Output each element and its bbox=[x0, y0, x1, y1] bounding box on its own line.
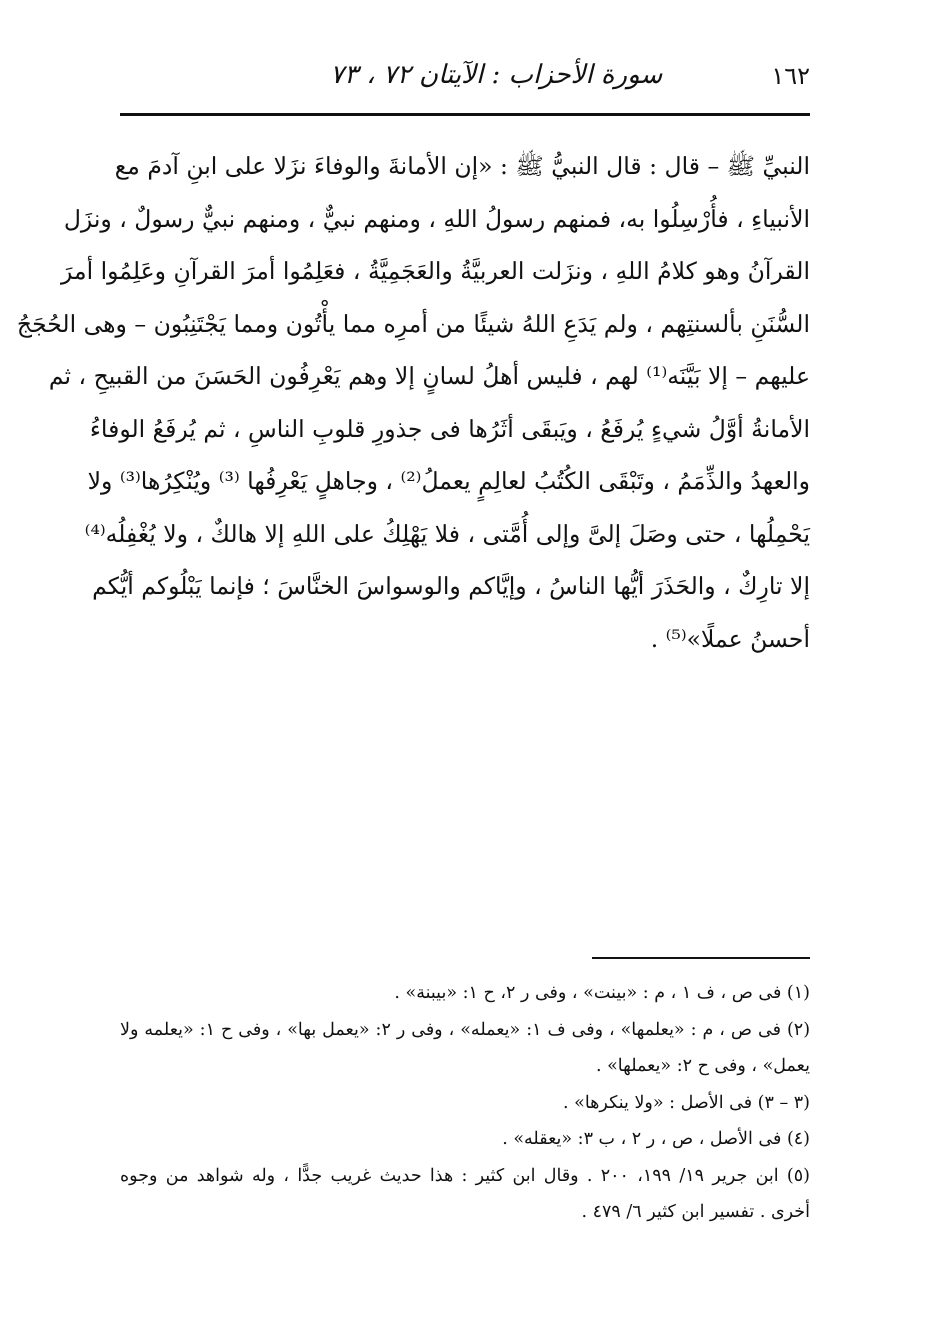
text-line: والعهدُ والذِّمَمُ ، وتَبْقَى الكُتُبُ لعالِمٍ يعملُ⁽²⁾ ، وجاهلٍ يَعْرِفُها ⁽³⁾ ويُنْكِرُها⁽³⁾ ولا bbox=[87, 467, 810, 495]
footnote-2: (٢) فى ص ، م : «يعلمها» ، وفى ف ١: «يعمله» ، وفى ر ٢: «يعمل بها» ، وفى ح ١: «يعلمه ولا bbox=[120, 1019, 811, 1040]
footnote-4: (٤) فى الأصل ، ص ، ر ٢ ، ب ٣: «يعقله» . bbox=[502, 1129, 810, 1149]
text-line: السُّنَنِ بألسنتِهم ، ولم يَدَعِ اللهُ شيئًا من أمرِه مما يأْتُون ومما يَجْتَنِبُون – وهى الحُجَجُ bbox=[16, 309, 810, 338]
footnote-2-continued: يعمل» ، وفى ح ٢: «يعملها» . bbox=[595, 1056, 810, 1076]
footnote-1: (١) فى ص ، ف ١ ، م : «بينت» ، وفى ر ٢، ح ١: «بيبنة» . bbox=[394, 983, 810, 1003]
main-text bbox=[16, 140, 810, 665]
text-line: النبيِّ ﷺ – قال : قال النبيُّ ﷺ : «إن الأمانةَ والوفاءَ نزَلا على ابنِ آدمَ مع bbox=[114, 152, 810, 180]
footnote-5-continued: أخرى . تفسير ابن كثير ٦/ ٤٧٩ . bbox=[581, 1202, 810, 1222]
text-line: الأمانةُ أوَّلُ شيءٍ يُرفَعُ ، ويَبقَى أثَرُها فى جذورِ قلوبِ الناسِ ، ثم يُرفَعُ الوفاءُ bbox=[89, 414, 810, 443]
text-line: إلا تارِكٌ ، والحَذَرَ أيُّها الناسُ ، وإيَّاكم والوسواسَ الخنَّاسَ ؛ فإنما يَبْلُوكم أيُّكم bbox=[92, 572, 810, 600]
page-header bbox=[120, 58, 810, 98]
text-line: عليهم – إلا بَيَّنَه⁽¹⁾ لهم ، فليس أهلُ لسانٍ إلا وهم يَعْرِفُون الحَسَنَ من القبيحِ ، ثم bbox=[48, 362, 810, 390]
text-line: أحسنُ عملًا»⁽⁵⁾ . bbox=[650, 624, 810, 653]
text-line: القرآنُ وهو كلامُ اللهِ ، ونزَلت العربيَّةُ والعَجَمِيَّةُ ، فعَلِمُوا أمرَ القرآنِ وعَلِمُوا أمرَ bbox=[61, 257, 810, 285]
footnotes bbox=[120, 975, 810, 1231]
header-rule bbox=[120, 113, 810, 116]
footnote-5: (٥) ابن جرير ١٩/ ١٩٩، ٢٠٠ . وقال ابن كثير : هذا حديث غريب جدًّا ، وله شواهد من وجوه bbox=[120, 1165, 810, 1186]
text-line: يَحْمِلُها ، حتى وصَلَ إلىَّ وإلى أُمَّتى ، فلا يَهْلِكُ على اللهِ إلا هالكٌ ، ولا يُغْفِلُه⁽⁴⁾ bbox=[84, 519, 810, 548]
text-line: الأنبياءِ ، فأُرْسِلُوا به، فمنهم رسولُ اللهِ ، ومنهم نبيٌّ ، ومنهم نبيٌّ رسولٌ ، ونزَل bbox=[63, 204, 810, 233]
footnote-3: (٣ – ٣) فى الأصل : «ولا ينكرها» . bbox=[563, 1092, 810, 1113]
footnote-separator bbox=[592, 957, 810, 959]
running-title: سورة الأحزاب : الآيتان ٧٢ ، ٧٣ bbox=[330, 60, 663, 90]
page-number: ١٦٢ bbox=[771, 62, 810, 90]
